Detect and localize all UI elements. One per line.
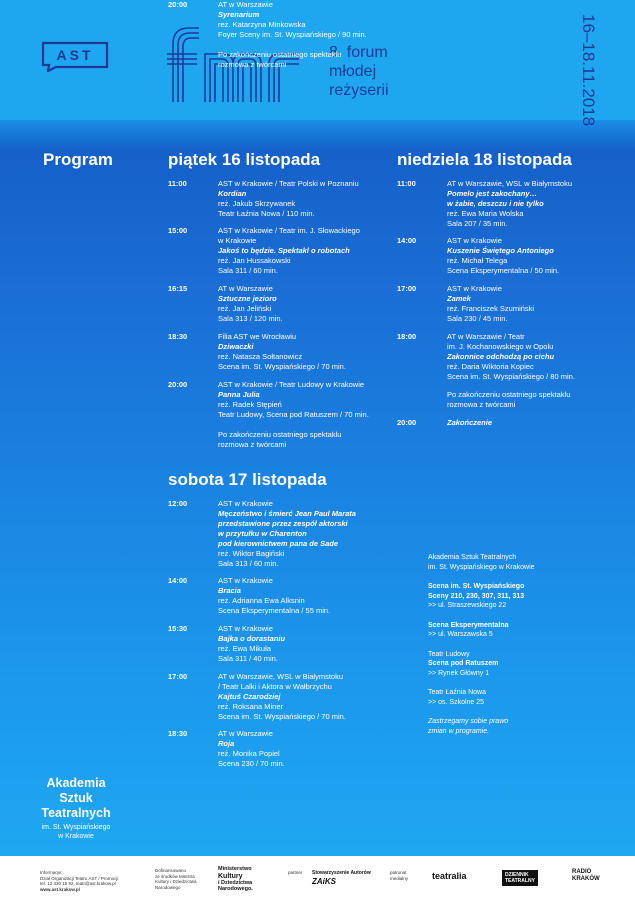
event-time: 18:30 xyxy=(168,332,188,341)
venue-block xyxy=(428,582,535,611)
event-line: Sala 207 / 35 min. xyxy=(447,219,508,228)
venue-block xyxy=(428,688,535,707)
event-line: Teatr Ludowy, Scena pod Ratuszem / 70 min. xyxy=(218,410,369,419)
venues-intro-line: im. St. Wyspiańskiego w Krakowie xyxy=(428,563,535,571)
event-line: Scena im. St. Wyspiańskiego / 80 min. xyxy=(447,372,575,381)
event-line: reż. Jan Jeliński xyxy=(218,304,272,313)
event-time: 15:00 xyxy=(168,226,188,235)
event-line: reż. Daria Wiktoria Kopiec xyxy=(447,362,534,371)
ministry-line: i Dziedzictwa xyxy=(218,879,253,886)
event-title: Syrenarium xyxy=(218,10,260,19)
footer-funded xyxy=(155,868,197,890)
event-line: reż. Franciszek Szumiński xyxy=(447,304,535,313)
event-title: Bajka o dorastaniu xyxy=(218,634,286,643)
ministry-line: Ministerstwo xyxy=(218,866,252,872)
dziennik-line: DZIENNIK xyxy=(505,872,529,878)
disclaimer xyxy=(428,717,535,736)
forum-line: 8. forum xyxy=(329,44,388,61)
info-line: Informacje: xyxy=(40,870,63,875)
venues-intro-line: Akademia Sztuk Teatralnych xyxy=(428,554,517,561)
event-line: Scena im. St. Wyspiańskiego / 70 min. xyxy=(218,712,346,721)
venue-block xyxy=(428,650,535,679)
media-line: medialny xyxy=(390,875,409,881)
funded-line: Narodowego xyxy=(155,884,181,890)
event-time: 16:15 xyxy=(168,284,188,293)
disclaimer-line: zmian w programie. xyxy=(428,727,490,735)
teatralia-logo: teatralia xyxy=(432,871,467,881)
event-title: Pomelo jest zakochany… xyxy=(447,189,538,198)
event-time: 17:00 xyxy=(397,284,417,293)
event-details xyxy=(218,729,285,769)
event-line: Foyer Sceny im. St. Wyspiańskiego / 90 min. xyxy=(218,30,367,39)
event-line: AT w Warszawie xyxy=(218,0,273,9)
venues-intro xyxy=(428,553,535,572)
venue-address: >> ul. Warszawska 5 xyxy=(428,631,493,638)
radio-line: RADIO xyxy=(572,869,592,875)
venue-name: Teatr Łaźnia Nowa xyxy=(428,689,486,696)
ministry-logo xyxy=(218,866,253,893)
event-title: Zamek xyxy=(447,294,471,303)
event-line: reż. Natasza Sołtanowicz xyxy=(218,352,303,361)
event-details xyxy=(218,672,346,722)
event-title: Panna Julia xyxy=(218,390,260,399)
event-line: Po zakończeniu ostatniego spektaklu xyxy=(218,430,342,439)
venue-address: >> Rynek Główny 1 xyxy=(428,669,490,677)
sunday-note xyxy=(447,390,570,410)
event-line: w Krakowie xyxy=(218,236,257,245)
event-line: AST w Krakowie / Teatr Polski w Poznaniu xyxy=(218,179,359,188)
event-line: im. J. Kochanowskiego w Opolu xyxy=(447,342,554,351)
zaiks-line: Stowarzyszenie Autorów xyxy=(312,870,371,876)
event-line: Scena Eksperymentalna / 50 min. xyxy=(447,266,560,275)
venue-name: Scena pod Ratuszem xyxy=(428,660,499,667)
event-line: reż. Ewa Mikuła xyxy=(218,644,271,653)
dziennik-teatralny-logo xyxy=(502,870,538,886)
radio-krakow-logo xyxy=(572,869,600,883)
event-line: rozmowa z twórcami xyxy=(218,440,287,449)
event-line xyxy=(218,420,369,430)
event-line: AT w Warszawie xyxy=(218,729,273,738)
day-title-friday: piątek 16 listopada xyxy=(168,150,321,169)
venue-name: Teatr Ludowy xyxy=(428,650,470,658)
dziennik-line: TEATRALNY xyxy=(505,878,535,884)
academy-sub-line: w Krakowie xyxy=(58,833,94,840)
event-line: Sala 311 / 40 min. xyxy=(218,654,278,663)
event-line: AST w Krakowie / Teatr im. J. Słowackiego xyxy=(218,226,360,235)
venue-name: Scena im. St. Wyspiańskiego xyxy=(428,583,525,590)
day-title-saturday: sobota 17 listopada xyxy=(168,470,327,489)
event-details xyxy=(218,226,360,276)
event-line: AST w Krakowie xyxy=(218,624,273,633)
event-time: 18:30 xyxy=(168,729,188,738)
info-line: tel. 12 430 15 92, teatr@ast.krakow.pl xyxy=(40,881,116,886)
zaiks-logo xyxy=(312,870,371,886)
event-line: reż. Adrianna Ewa Alksnin xyxy=(218,596,305,605)
event-line: / Teatr Lalki i Aktora w Wałbrzychu xyxy=(218,682,332,691)
event-details xyxy=(447,236,559,276)
event-time: 20:00 xyxy=(168,380,188,389)
forum-line: młodej xyxy=(329,63,377,80)
funded-line: ze środków Ministra xyxy=(155,873,195,879)
academy-name: Sztuk xyxy=(59,791,93,805)
event-details xyxy=(447,179,572,229)
event-line: reż. Katarzyna Minkowska xyxy=(218,20,306,29)
event-title: Męczeństwo i śmierć Jean Paul Marata xyxy=(218,509,356,518)
disclaimer-line: Zastrzegamy sobie prawo xyxy=(428,718,509,725)
event-line: Po zakończeniu ostatniego spektaklu xyxy=(218,50,342,59)
event-time: 15:30 xyxy=(168,624,188,633)
event-details xyxy=(218,380,369,450)
academy-sub-line: im. St. Wyspiańskiego xyxy=(41,824,111,831)
event-title: Kajtuś Czarodziej xyxy=(218,692,281,701)
event-line: Scena 230 / 70 min. xyxy=(218,759,285,768)
media-line: patronat xyxy=(390,870,407,875)
event-line: AST w Krakowie xyxy=(218,499,273,508)
venue-name: Scena Eksperymentalna xyxy=(428,621,509,629)
event-line: Scena Eksperymentalna / 55 min. xyxy=(218,606,331,615)
event-line xyxy=(218,40,367,50)
dates-text: 16–18.11.2018 xyxy=(579,14,598,127)
event-details xyxy=(218,576,330,616)
funded-line: Dofinansowano xyxy=(155,868,187,873)
forum-line: reżyserii xyxy=(329,82,389,99)
event-title: Kuszenie Świętego Antoniego xyxy=(447,246,554,255)
funded-line: Kultury i Dziedzictwa xyxy=(155,879,197,884)
event-line: reż. Monika Popiel xyxy=(218,749,280,758)
event-time: 12:00 xyxy=(168,499,188,508)
event-line: AST w Krakowie / Teatr Ludowy w Krakowie xyxy=(218,380,365,389)
event-line: AST w Krakowie xyxy=(447,236,502,245)
event-title: pod kierownictwem pana de Sade xyxy=(218,539,339,548)
event-details xyxy=(447,418,492,428)
event-time: 18:00 xyxy=(397,332,417,341)
event-title: Kordian xyxy=(218,189,247,198)
event-title: w przytułku w Charenton xyxy=(218,529,307,538)
event-title: przedstawione przez zespół aktorski xyxy=(218,519,348,528)
event-line: AT w Warszawie xyxy=(218,284,273,293)
event-line: Sala 230 / 45 min. xyxy=(447,314,508,323)
event-time: 17:00 xyxy=(168,672,188,681)
media-label xyxy=(390,870,408,881)
event-line: AT w Warszawie, WSL w Białymstoku xyxy=(218,672,344,681)
event-line: reż. Jan Hussakowski xyxy=(218,256,291,265)
event-time: 20:00 xyxy=(168,0,188,9)
event-line: reż. Ewa Maria Wolska xyxy=(447,209,524,218)
event-line: AST w Krakowie xyxy=(447,284,502,293)
event-details xyxy=(218,332,346,372)
zaiks-line: ZAiKS xyxy=(312,877,336,886)
event-time: 11:00 xyxy=(168,179,187,188)
event-line: reż. Radek Stępień xyxy=(218,400,282,409)
info-line: Dział Organizacji Teatru AST / Promocji xyxy=(40,875,119,881)
ministry-line: Narodowego. xyxy=(218,886,253,892)
event-title: Roja xyxy=(218,739,235,748)
event-line: Scena im. St. Wyspiańskiego / 70 min. xyxy=(218,362,346,371)
event-details xyxy=(218,284,283,324)
footer-info xyxy=(40,870,118,892)
venue-address: >> ul. Straszewskiego 22 xyxy=(428,602,507,609)
event-time: 11:00 xyxy=(397,179,416,188)
event-details xyxy=(218,499,356,569)
event-line: reż. Jakub Skrzywanek xyxy=(218,199,296,208)
event-time: 14:00 xyxy=(397,236,417,245)
venues-info xyxy=(428,553,535,746)
event-line: Sala 311 / 60 min. xyxy=(218,266,278,275)
event-details xyxy=(218,179,359,219)
event-line: Sala 313 / 120 min. xyxy=(218,314,283,323)
event-details xyxy=(218,0,367,70)
event-line: reż. Roksana Miner xyxy=(218,702,284,711)
logo-text: AST xyxy=(56,47,94,63)
program-title: Program xyxy=(43,150,113,169)
event-line: reż. Michał Telega xyxy=(447,256,508,265)
info-line: www.ast.krakow.pl xyxy=(40,886,80,892)
event-line: AST w Krakowie xyxy=(218,576,273,585)
event-line: Filia AST we Wrocławiu xyxy=(218,332,297,341)
ministry-line: Kultury xyxy=(218,872,243,880)
partner-label: partner xyxy=(288,870,303,875)
event-time: 14:00 xyxy=(168,576,188,585)
event-title: Sztuczne jezioro xyxy=(218,294,277,303)
event-line: AT w Warszawie / Teatr xyxy=(447,332,525,341)
academy-name: Teatralnych xyxy=(41,806,111,820)
event-title: Zakonnice odchodzą po cichu xyxy=(447,352,555,361)
note-line: rozmowa z twórcami xyxy=(447,400,516,409)
event-title: Dziwaczki xyxy=(218,342,254,351)
venue-address: >> os. Szkolne 25 xyxy=(428,698,485,706)
event-title: w żabie, deszczu i nie tylko xyxy=(447,199,544,208)
venue-name: Sceny 210, 230, 307, 311, 313 xyxy=(428,592,525,600)
event-title: Zakończenie xyxy=(447,418,493,427)
note-line: Po zakończeniu ostatniego spektaklu xyxy=(447,390,571,399)
event-details xyxy=(218,624,285,664)
event-title: Bracia xyxy=(218,586,241,595)
festival-dates xyxy=(578,14,600,127)
academy-sub xyxy=(40,823,112,841)
event-line: Teatr Łaźnia Nowa / 110 min. xyxy=(218,209,315,218)
academy-signature xyxy=(40,776,112,841)
sponsors-footer xyxy=(0,856,635,900)
venue-block xyxy=(428,621,535,640)
event-details xyxy=(447,332,575,382)
event-line: Sala 313 / 60 min. xyxy=(218,559,279,568)
day-title-sunday: niedziela 18 listopada xyxy=(397,150,572,169)
event-line: AT w Warszawie, WSL w Białymstoku xyxy=(447,179,573,188)
event-line: rozmowa z twórcami xyxy=(218,60,287,69)
event-title: Jakoś to będzie. Spektakl o robotach xyxy=(218,246,350,255)
academy-name: Akademia xyxy=(46,776,106,790)
ast-logo xyxy=(40,38,110,72)
event-details xyxy=(447,284,534,324)
event-line: reż. Wiktor Bagiński xyxy=(218,549,285,558)
event-time: 20:00 xyxy=(397,418,417,427)
radio-line: KRAKÓW xyxy=(572,876,600,882)
